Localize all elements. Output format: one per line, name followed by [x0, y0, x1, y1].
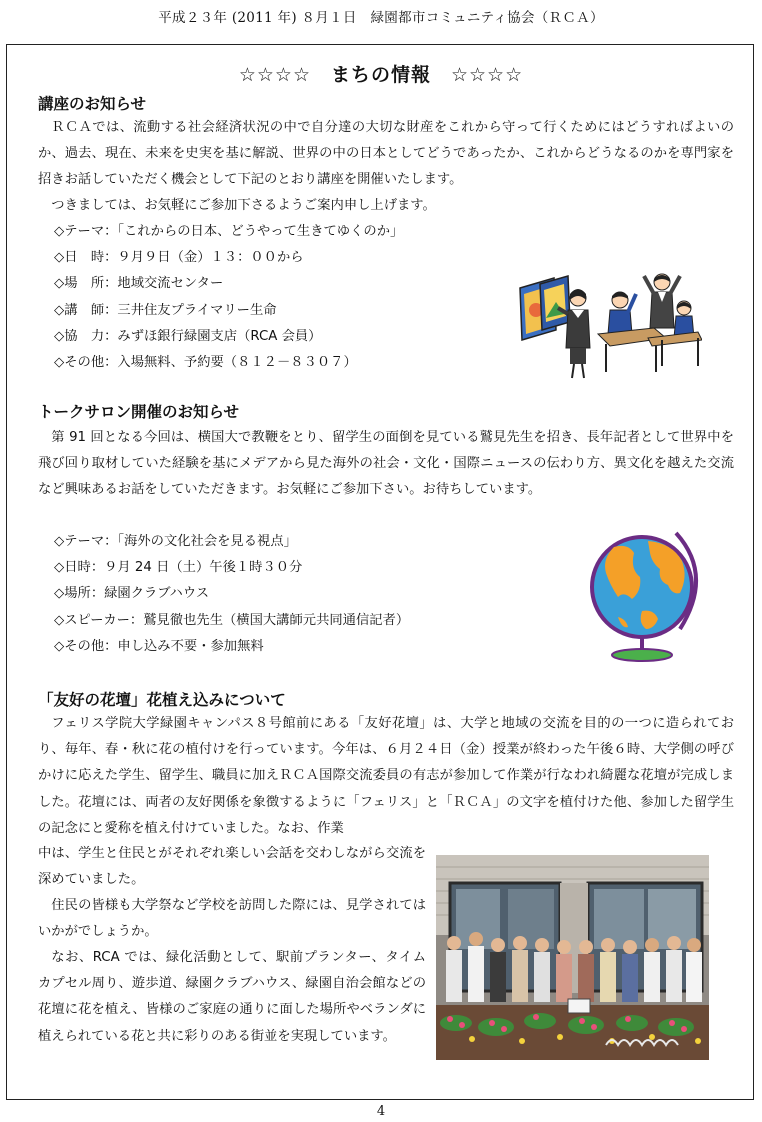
list-item: ◇日 時：９月９日（金）１３：００から [54, 250, 304, 266]
flower-bed-paragraph: フェリス学院大学緑園キャンパス８号館前にある「友好花壇」は、大学と地域の交流を目的の一つに造られており、毎年、春・秋に花の植付けを行っています。今年は、６月２４日（金）授業が終わった午後６時、大学側の呼びかけに応えた学生、留学生、職員に加えＲＣＡ国際交流委員の有志が参加して作業が行なわれ綺麗な花壇が完成しました。花壇には、両者の友好関係を象徴するように「フェリス」と「ＲＣＡ」の文字を植付けた他、参加した留学生の記念にと愛称を植え付けていました。なお、作業 [38, 716, 734, 836]
flower-bed-paragraph: 住民の皆様も大学祭など学校を訪問した際には、見学されてはいかがでしょうか。 [38, 898, 426, 940]
page-title: ☆☆☆☆ まちの情報 ☆☆☆☆ [238, 64, 524, 86]
list-item: ◇スピーカー：鷲見徹也先生（横国大講師元共同通信記者） [54, 612, 410, 628]
section-heading-lecture: 講座のお知らせ [38, 95, 147, 113]
page-number: 4 [376, 1104, 386, 1119]
list-item: ◇その他：入場無料、予約要（８１２－８３０７） [54, 355, 357, 371]
list-item: ◇場 所：地域交流センター [54, 276, 224, 292]
section-heading-flower-bed: 「友好の花壇」花植え込みについて [38, 691, 286, 709]
list-item: ◇テーマ：「これからの日本、どうやって生きてゆくのか」 [54, 224, 404, 239]
globe-illustration [584, 525, 710, 665]
list-item: ◇テーマ：「海外の文化社会を見る視点」 [54, 534, 297, 549]
flower-bed-paragraph: 中は、学生と住民とがそれぞれ楽しい会話を交わしながら交流を深めていました。 [38, 846, 426, 888]
lecture-details-list [54, 219, 403, 376]
classroom-illustration [516, 268, 702, 384]
talk-salon-details-list [54, 529, 409, 660]
section-heading-talk-salon: トークサロン開催のお知らせ [38, 403, 240, 421]
list-item: ◇場所：緑園クラブハウス [54, 586, 210, 602]
list-item: ◇協 力：みずほ銀行緑園支店（RCA 会員） [54, 328, 322, 344]
flower-bed-paragraph: なお、RCA では、緑化活動として、駅前プランター、タイムカプセル周り、遊歩道、緑園クラブハウス、緑園自治会館などの花壇に花を植え、皆様のご家庭の通りに面した場所やベランダに植えられている花と共に彩りのある街並を実現しています。 [38, 950, 426, 1044]
lecture-paragraph: つきましては、お気軽にご参加下さるようご案内申し上げます。 [51, 198, 436, 213]
page-header: 平成２３年 (2011 年) ８月１日 緑園都市コミュニティ協会（ＲＣＡ） [158, 10, 604, 26]
lecture-paragraph: ＲＣＡでは、流動する社会経済状況の中で自分達の大切な財産をこれから守って行くためにはどうすればよいのか、過去、現在、未来を史実を基に解説、世界の中の日本としてどうであったか、これからどうなるのかを専門家を招きお話していただく機会として下記のとおり講座を開催いたします。 [38, 120, 734, 188]
list-item: ◇日時：９月 24 日（土）午後１時３０分 [54, 560, 303, 576]
talk-salon-paragraph: 第 91 回となる今回は、横国大で教鞭をとり、留学生の面倒を見ている鷲見先生を招き、長年記者として世界中を飛び回り取材していた経験を基にメデアから見た海外の社会・文化・国際ニュースの伝わり方、異文化を越えた交流など興味あるお話をしていただきます。お気軽にご参加下さい。お待ちしています。 [38, 430, 734, 498]
list-item: ◇講 師：三井住友プライマリー生命 [54, 302, 277, 318]
group-photo [436, 855, 709, 1060]
list-item: ◇その他：申し込み不要・参加無料 [54, 638, 264, 654]
